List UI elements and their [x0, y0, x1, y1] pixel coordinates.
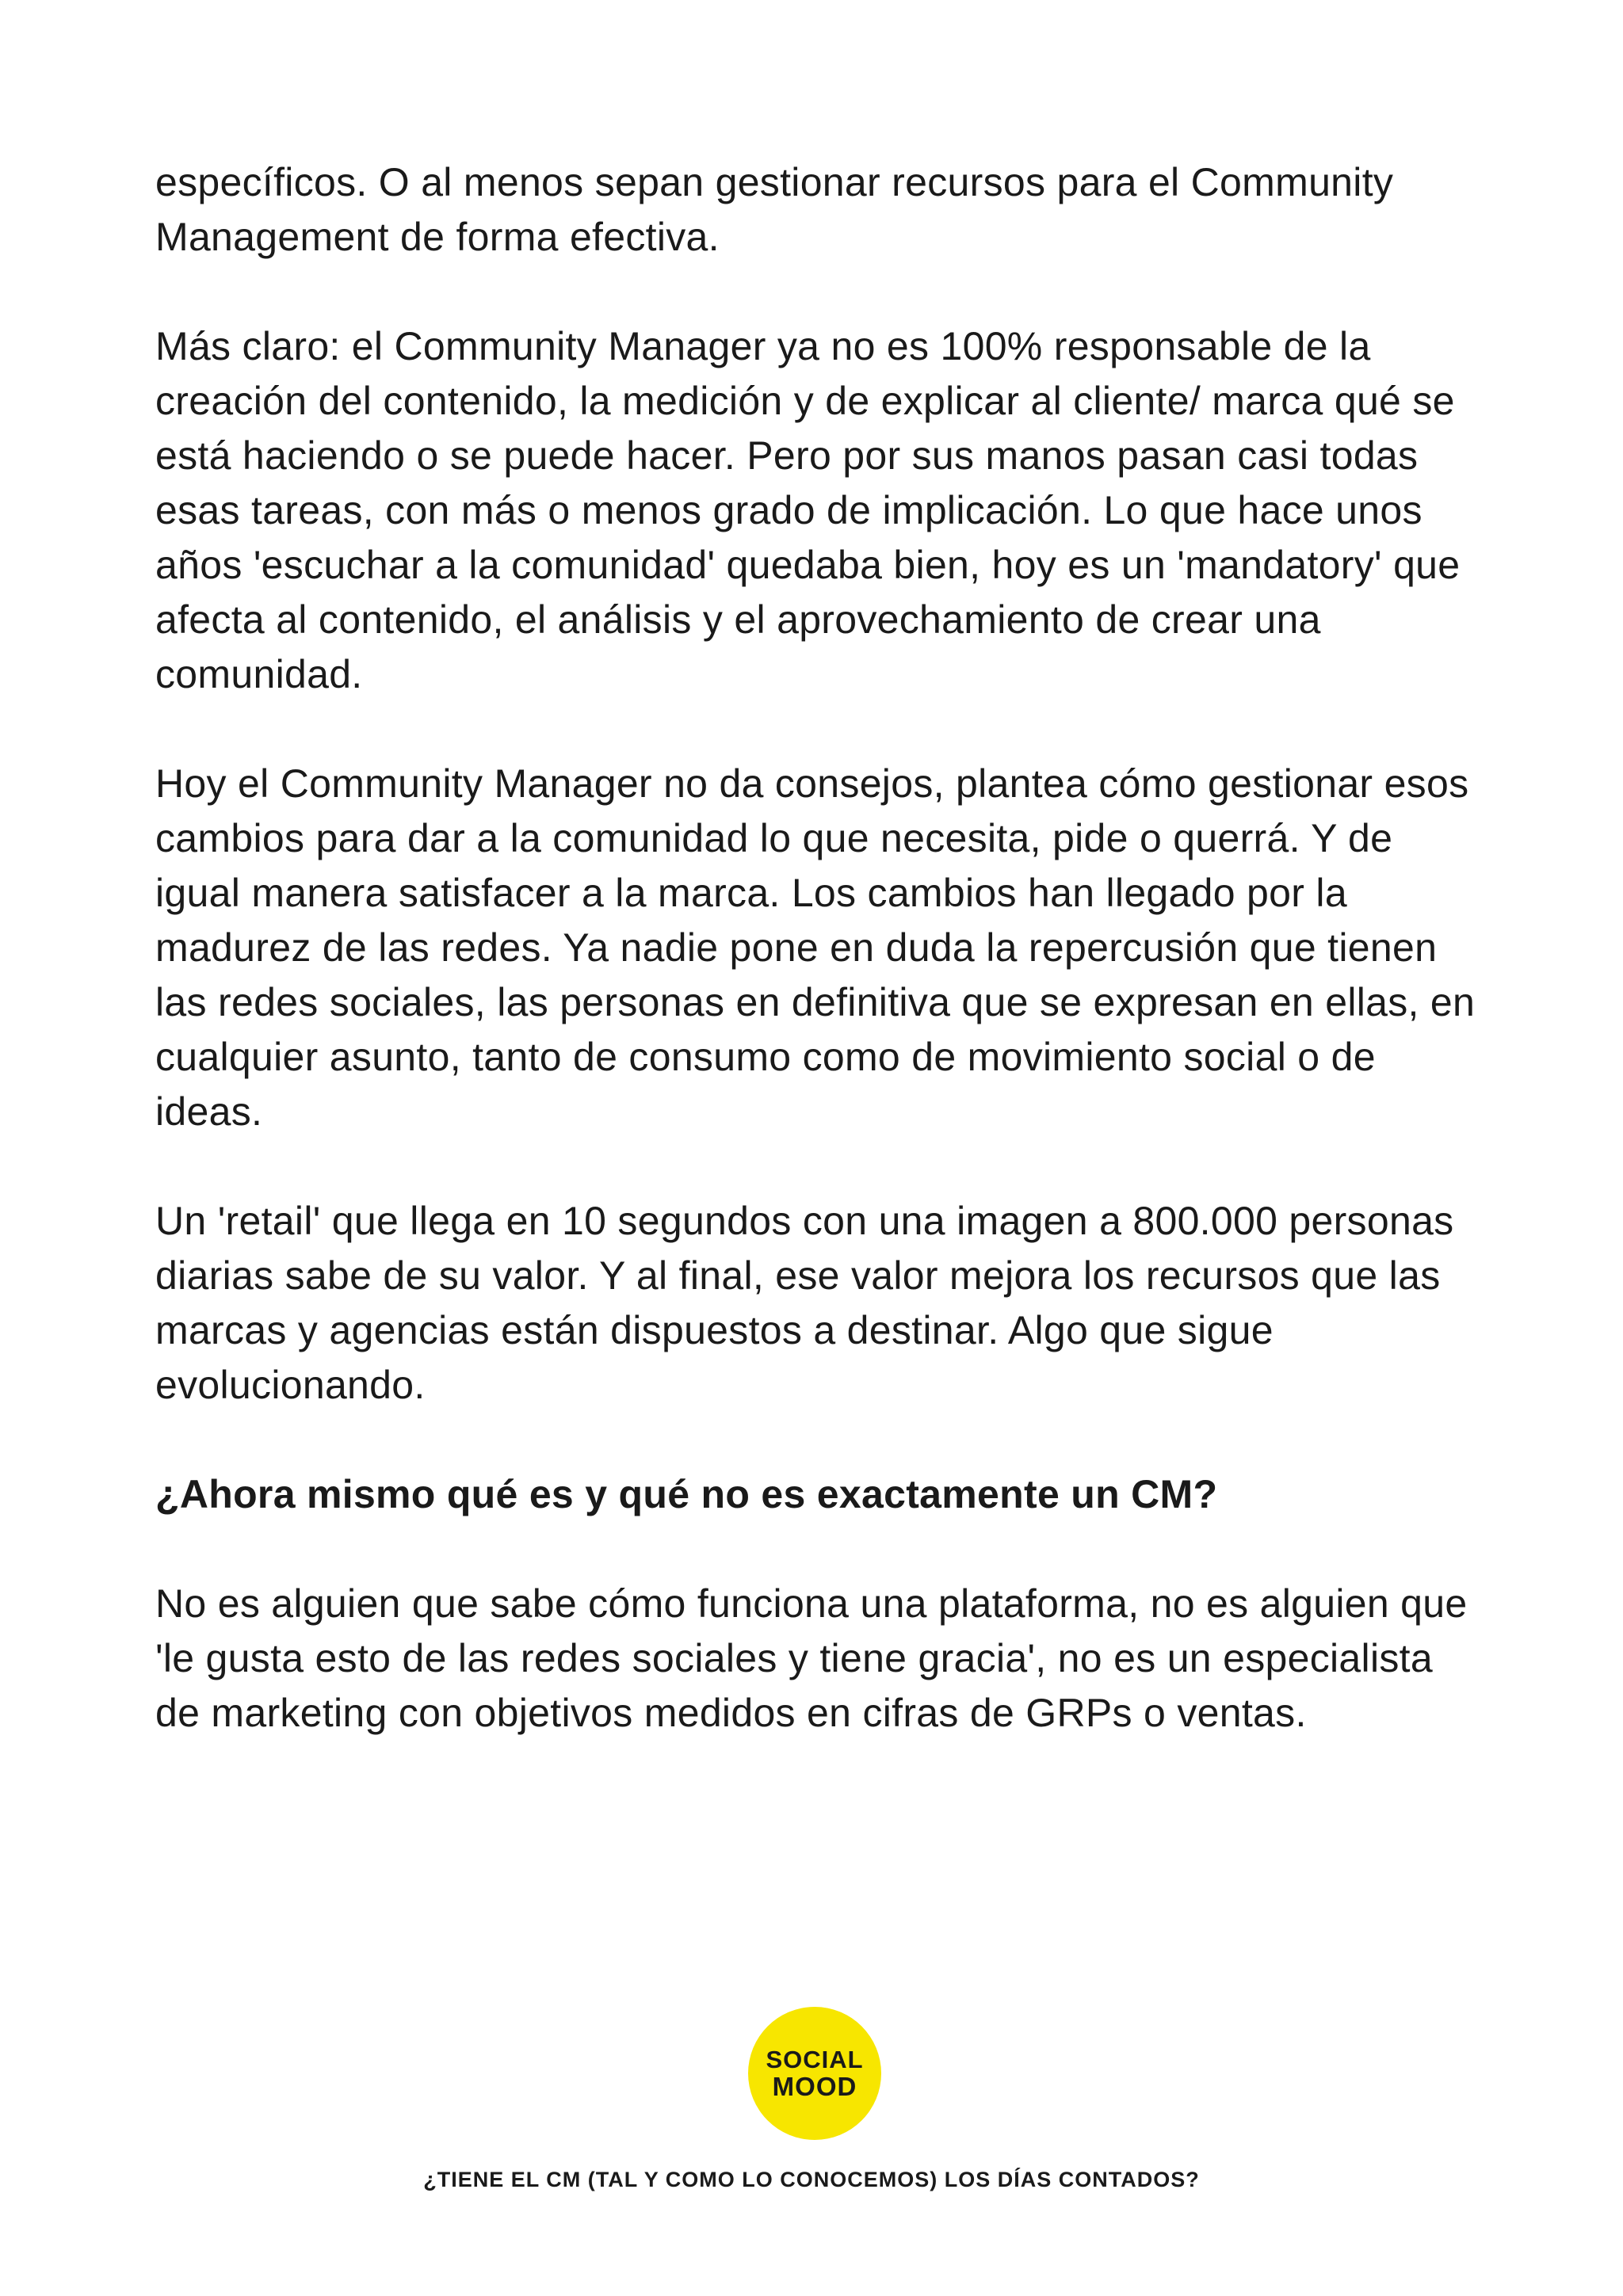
logo-text-social: SOCIAL: [766, 2046, 864, 2073]
paragraph-retail: Un 'retail' que llega en 10 segundos con una imagen a 800.000 personas diarias sabe de su valor. Y al final, ese valor mejora los recursos que las marcas y agencias están dispuestos a destinar. Algo que sigue evolucionando.: [155, 1199, 1454, 1407]
page-footer-title: ¿TIENE EL CM (TAL Y COMO LO CONOCEMOS) LOS DÍAS CONTADOS?: [423, 2168, 1200, 2191]
article-body: [155, 155, 1487, 1741]
logo-text-mood: MOOD: [772, 2072, 857, 2101]
paragraph-changes: Hoy el Community Manager no da consejos, plantea cómo gestionar esos cambios para dar a la comunidad lo que necesita, pide o querrá. Y de igual manera satisfacer a la marca. Los cambios han llegado por la madurez de las redes. Ya nadie pone en duda la repercusión que tienen las redes sociales, las personas en definitiva que se expresan en ellas, en cualquier asunto, tanto de consumo como de movimiento social o de ideas.: [155, 761, 1476, 1134]
paragraph-role: Más claro: el Community Manager ya no es 100% responsable de la creación del contenido, la medición y de explicar al cliente/ marca qué se está haciendo o se puede hacer. Pero por sus manos pasan casi todas esas tareas, con más o menos grado de implicación. Lo que hace unos años 'escuchar a la comunidad' quedaba bien, hoy es un 'mandatory' que afecta al contenido, el análisis y el aprovechamiento de crear una comunidad.: [155, 324, 1461, 696]
paragraph-intro: específicos. O al menos sepan gestionar recursos para el Community Management de forma efectiva.: [155, 160, 1394, 259]
paragraph-definition: No es alguien que sabe cómo funciona una plataforma, no es alguien que 'le gusta esto de las redes sociales y tiene gracia', no es un especialista de marketing con objetivos medidos en cifras de GRPs o ventas.: [155, 1581, 1468, 1735]
section-heading: ¿Ahora mismo qué es y qué no es exactamente un CM?: [155, 1472, 1218, 1516]
social-mood-logo: [748, 2007, 881, 2140]
